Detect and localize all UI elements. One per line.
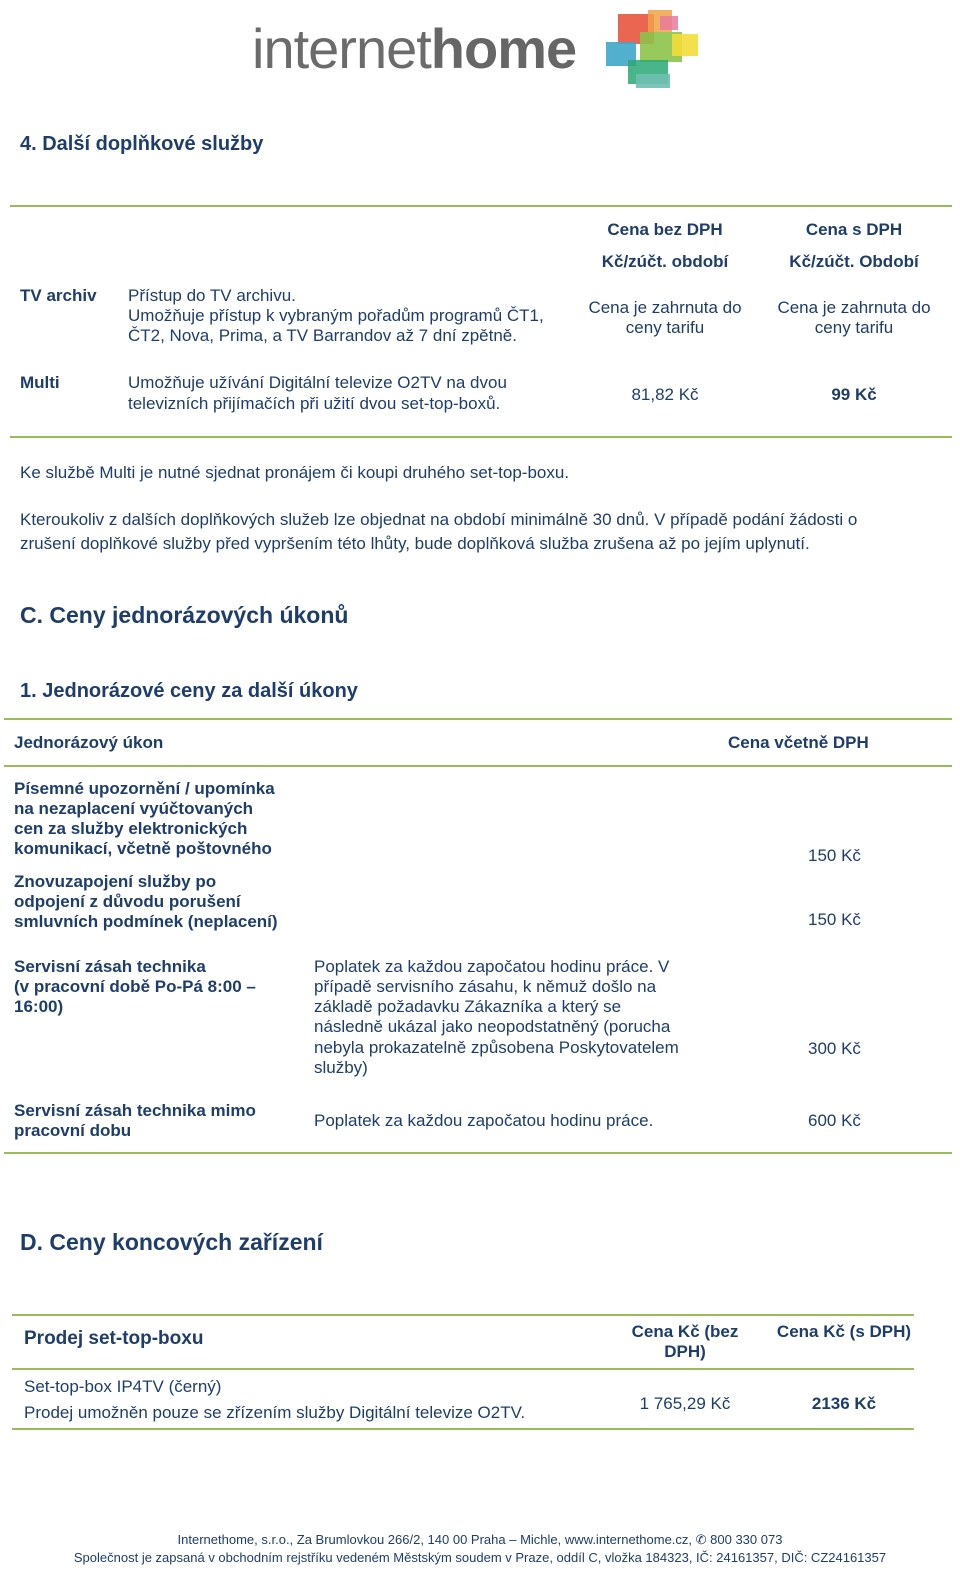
item-note: Prodej umožněn pouze se zřízením služby Digitální televize O2TV. (24, 1403, 526, 1422)
price-ex-vat: Cena je zahrnuta do (588, 298, 742, 317)
row-name: Multi (20, 373, 60, 392)
col-header-inc-vat-unit: Kč/zúčt. Období (789, 252, 919, 271)
price-inc-vat: 99 Kč (831, 385, 877, 404)
item-price-ex-vat: 1 765,29 Kč (639, 1394, 731, 1413)
divider (12, 1368, 914, 1370)
note: Kteroukoliv z dalších doplňkových služeb lze objednat na období minimálně 30 dnů. V případě podání žádosti o (20, 510, 858, 529)
col-header-ex-vat: Cena Kč (bez (631, 1322, 739, 1341)
logo-square-aqua (636, 74, 670, 88)
item-name: Set-top-box IP4TV (černý) (24, 1377, 222, 1396)
action-name: Servisní zásah technika mimo (14, 1101, 256, 1120)
divider (4, 765, 952, 767)
col-header-ex-vat: Cena bez DPH (607, 220, 723, 239)
action-desc: Poplatek za každou započatou hodinu práce. V (314, 957, 670, 976)
action-name: (v pracovní době Po-Pá 8:00 – (14, 977, 256, 996)
note: zrušení doplňkové služby před vypršením této lhůty, bude doplňková služba zrušena až po jejím uplynutí. (20, 534, 810, 553)
row-desc: televizních přijímačích při užití dvou set-top-boxů. (128, 394, 501, 413)
action-name: cen za služby elektronických (14, 819, 248, 838)
divider (4, 1152, 952, 1154)
action-desc: následně ukázal jako neopodstatněný (porucha (314, 1017, 671, 1036)
action-name: na nezaplacení vyúčtovaných (14, 799, 254, 818)
footer-address: Internethome, s.r.o., Za Brumlovkou 266/2, 140 00 Praha – Michle, www.internethome.cz, ✆ 800 330 073 (177, 1532, 783, 1547)
col-header-ex-vat-unit: Kč/zúčt. období (601, 252, 729, 271)
section-heading: 4. Další doplňkové služby (20, 133, 264, 155)
row-desc: ČT2, Nova, Prima, a TV Barrandov až 7 dní zpětně. (128, 326, 517, 345)
col-header-ex-vat: DPH) (664, 1342, 706, 1361)
action-desc: základě požadavku Zákazníka a který se (314, 997, 622, 1016)
action-name: odpojení z důvodu porušení (14, 892, 241, 911)
subsection-heading: 1. Jednorázové ceny za další úkony (20, 680, 358, 702)
note: Ke službě Multi je nutné sjednat pronájem či koupi druhého set-top-boxu. (20, 463, 570, 482)
action-price: 150 Kč (808, 910, 861, 929)
action-name: Servisní zásah technika (14, 957, 206, 976)
price-inc-vat: ceny tarifu (814, 318, 894, 337)
section-heading: C. Ceny jednorázových úkonů (20, 602, 349, 628)
row-name: TV archiv (20, 286, 97, 305)
action-price: 150 Kč (808, 846, 861, 865)
footer-registration: Společnost je zapsaná v obchodním rejstříku vedeném Městským soudem v Praze, oddíl C, vložka 184323, IČ: 24161357, DIČ: CZ24161357 (73, 1550, 887, 1565)
price-ex-vat: 81,82 Kč (631, 385, 699, 404)
action-desc: nebyla prokazatelně způsobena Poskytovatelem (314, 1038, 679, 1057)
row-desc: Umožňuje přístup k vybraným pořadům programů ČT1, (128, 306, 544, 325)
action-name: Písemné upozornění / upomínka (14, 779, 275, 798)
divider (12, 1314, 914, 1316)
col-header-inc-vat: Cena s DPH (805, 220, 903, 239)
col-header-item: Prodej set-top-boxu (24, 1328, 204, 1349)
col-header-price: Cena včetně DPH (728, 733, 869, 752)
action-name: 16:00) (14, 997, 64, 1016)
section-heading: D. Ceny koncových zařízení (20, 1229, 323, 1255)
col-header-action: Jednorázový úkon (14, 733, 164, 752)
action-price: 600 Kč (808, 1111, 861, 1130)
logo-square-pink (660, 16, 678, 30)
action-price: 300 Kč (808, 1039, 861, 1058)
logo-square-yellow (672, 34, 698, 56)
price-ex-vat: ceny tarifu (625, 318, 705, 337)
divider (12, 1428, 914, 1430)
logo-wordmark: internethome (252, 17, 577, 80)
action-desc: Poplatek za každou započatou hodinu práce. (314, 1111, 654, 1130)
divider (10, 205, 952, 207)
action-desc: služby) (314, 1058, 368, 1077)
row-desc: Umožňuje užívání Digitální televize O2TV na dvou (128, 373, 507, 392)
action-name: pracovní dobu (14, 1121, 132, 1140)
row-desc: Přístup do TV archivu. (128, 286, 296, 305)
action-name: smluvních podmínek (neplacení) (14, 912, 278, 931)
divider (4, 718, 952, 720)
price-inc-vat: Cena je zahrnuta do (777, 298, 931, 317)
action-name: Znovuzapojení služby po (14, 872, 217, 891)
action-name: komunikací, včetně poštovného (14, 839, 272, 858)
col-header-inc-vat: Cena Kč (s DPH) (776, 1322, 912, 1341)
divider (10, 436, 952, 438)
item-price-inc-vat: 2136 Kč (811, 1394, 877, 1413)
action-desc: případě servisního zásahu, k němuž došlo na (314, 977, 657, 996)
